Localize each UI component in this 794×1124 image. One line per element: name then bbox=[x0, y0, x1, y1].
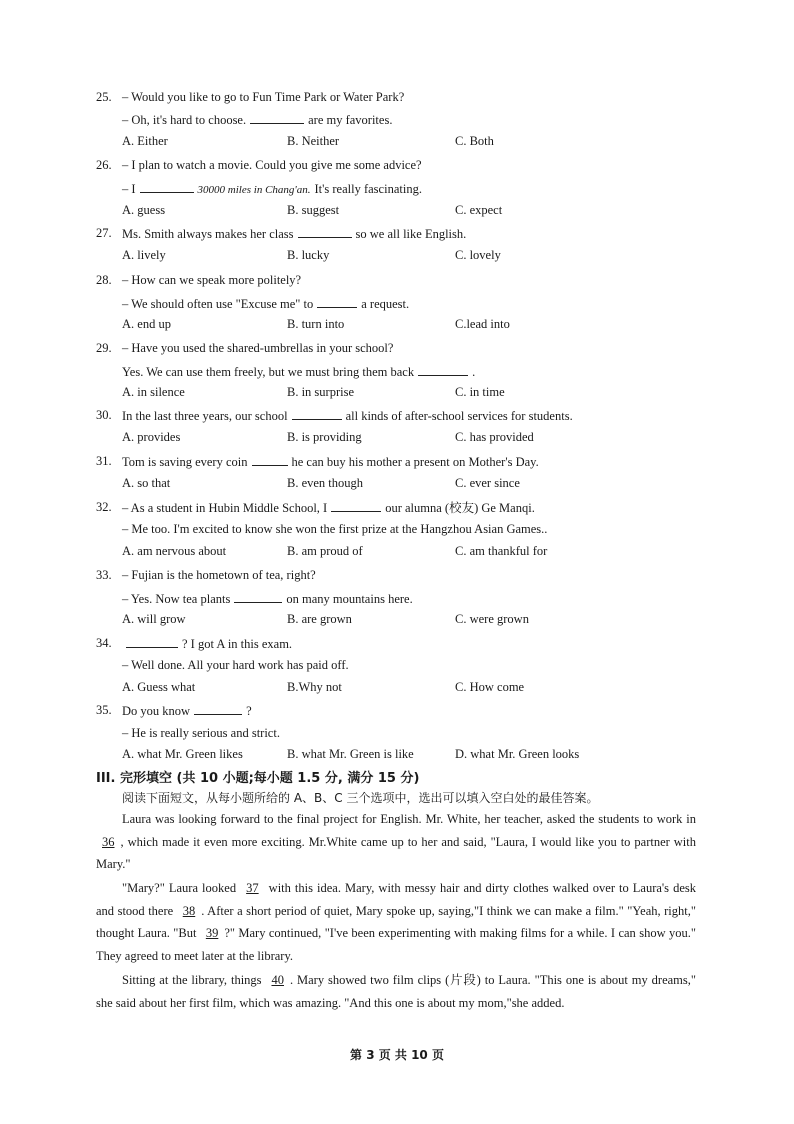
question-stem bbox=[122, 567, 316, 583]
stem-text: Do you know bbox=[122, 704, 191, 718]
reply-text-after: are my favorites. bbox=[308, 113, 393, 127]
answer-option: C. has provided bbox=[455, 430, 534, 444]
question-number: 29. bbox=[96, 341, 112, 355]
answer-blank bbox=[234, 590, 282, 603]
question-reply bbox=[122, 725, 280, 741]
answer-option: B. in surprise bbox=[287, 385, 355, 399]
answer-option: A. will grow bbox=[122, 612, 186, 626]
answer-option: B. are grown bbox=[287, 612, 352, 626]
question-stem bbox=[122, 157, 422, 173]
reply-text: Yes. We can use them freely, but we must bring them back bbox=[122, 365, 415, 379]
question-number: 26. bbox=[96, 158, 112, 172]
question-reply bbox=[122, 363, 475, 380]
reply-italic-text: 30000 miles in Chang'an. bbox=[197, 184, 311, 196]
question-stem bbox=[122, 635, 292, 652]
passage-text: with this idea. Mary, with messy hair and dirty clothes walked over to Laura's desk and stood there bbox=[96, 881, 696, 918]
stem-text-after: our alumna (校友) Ge Manqi. bbox=[385, 501, 535, 515]
answer-option: A. in silence bbox=[122, 385, 185, 399]
passage-paragraph bbox=[96, 808, 696, 876]
passage-text: Laura was looking forward to the final project for English. Mr. White, her teacher, asked the students to work in bbox=[122, 812, 696, 826]
answer-blank bbox=[331, 499, 381, 512]
question-stem bbox=[122, 340, 393, 356]
question-stem bbox=[122, 499, 535, 516]
passage-text: , which made it even more exciting. Mr.White came up to her and said, "Laura, I would like you to partner with Mary." bbox=[96, 834, 696, 872]
stem-text: – How can we speak more politely? bbox=[122, 273, 302, 287]
passage-text: Sitting at the library, things bbox=[122, 973, 266, 987]
answer-blank bbox=[140, 180, 194, 193]
question-number: 34. bbox=[96, 636, 112, 650]
passage-text: "Mary?" Laura looked bbox=[122, 881, 241, 895]
question-reply bbox=[122, 111, 392, 128]
answer-option: C. were grown bbox=[455, 612, 529, 626]
stem-text-after: all kinds of after-school services for students. bbox=[345, 409, 573, 423]
answer-option: A. Guess what bbox=[122, 680, 196, 694]
stem-text-after: he can buy his mother a present on Mother's Day. bbox=[291, 455, 539, 469]
answer-option: B. suggest bbox=[287, 203, 340, 217]
page-footer: 第 3 页 共 10 页 bbox=[350, 1048, 444, 1062]
answer-option: C. Both bbox=[455, 134, 494, 148]
question-number: 35. bbox=[96, 703, 112, 717]
question-reply bbox=[122, 295, 409, 312]
question-reply bbox=[122, 521, 547, 537]
reply-text: – We should often use "Excuse me" to bbox=[122, 297, 314, 311]
section-title: III. 完形填空 (共 10 小题;每小题 1.5 分, 满分 15 分) bbox=[96, 771, 420, 786]
cloze-blank: 40 bbox=[271, 973, 284, 987]
answer-option: A. provides bbox=[122, 430, 181, 444]
cloze-blank: 38 bbox=[182, 903, 196, 918]
reply-text: – I bbox=[122, 182, 136, 196]
answer-option: A. am nervous about bbox=[122, 544, 227, 558]
stem-text: – Have you used the shared-umbrellas in your school? bbox=[122, 341, 394, 355]
passage-text: . Mary showed two film clips (片段) to Laura. "This one is about my dreams," she said about her first film, which was amazing. "And this one is about my mom,"she added. bbox=[96, 973, 697, 1010]
question-number: 25. bbox=[96, 90, 112, 104]
stem-text: – As a student in Hubin Middle School, I bbox=[122, 501, 328, 515]
question-reply bbox=[122, 180, 422, 198]
cloze-blank: 36 bbox=[102, 834, 115, 849]
answer-option: C. How come bbox=[455, 680, 525, 694]
answer-blank bbox=[250, 111, 304, 124]
answer-option: B. Neither bbox=[287, 134, 340, 148]
question-number: 27. bbox=[96, 226, 112, 240]
stem-text: – Would you like to go to Fun Time Park or Water Park? bbox=[122, 90, 405, 104]
answer-blank bbox=[292, 407, 342, 420]
answer-blank bbox=[298, 225, 352, 238]
answer-option: C.lead into bbox=[455, 317, 510, 331]
reply-text: – Well done. All your hard work has paid off. bbox=[122, 658, 349, 672]
answer-option: B. is providing bbox=[287, 430, 362, 444]
stem-text: – I plan to watch a movie. Could you give me some advice? bbox=[122, 158, 422, 172]
question-stem bbox=[122, 272, 301, 288]
question-number: 32. bbox=[96, 500, 112, 514]
stem-text-after: ? I got A in this exam. bbox=[182, 637, 293, 651]
answer-option: B. lucky bbox=[287, 248, 330, 262]
reply-text-after: a request. bbox=[361, 297, 410, 311]
cloze-blank: 37 bbox=[246, 881, 259, 895]
question-stem bbox=[122, 89, 404, 105]
answer-option: A. what Mr. Green likes bbox=[122, 747, 243, 761]
passage-paragraph bbox=[96, 969, 696, 1014]
stem-text: – Fujian is the hometown of tea, right? bbox=[122, 568, 316, 582]
reply-text-after: on many mountains here. bbox=[286, 592, 413, 606]
reply-text: – Oh, it's hard to choose. bbox=[122, 113, 247, 127]
reply-text-after: . bbox=[472, 365, 476, 379]
answer-option: A. guess bbox=[122, 203, 166, 217]
answer-blank bbox=[126, 635, 178, 648]
question-number: 30. bbox=[96, 408, 112, 422]
answer-blank bbox=[194, 702, 242, 715]
answer-blank bbox=[317, 295, 357, 308]
answer-option: B.Why not bbox=[287, 680, 342, 694]
passage-paragraph bbox=[96, 877, 696, 968]
reply-text: – He is really serious and strict. bbox=[122, 726, 280, 740]
answer-blank bbox=[418, 363, 468, 376]
stem-text-after: ? bbox=[246, 704, 252, 718]
stem-text-after: so we all like English. bbox=[355, 227, 467, 241]
answer-option: A. end up bbox=[122, 317, 171, 331]
cloze-blank: 39 bbox=[205, 926, 219, 941]
reply-text: – Me too. I'm excited to know she won the first prize at the Hangzhou Asian Games.. bbox=[122, 522, 548, 536]
answer-option: A. lively bbox=[122, 248, 166, 262]
question-number: 31. bbox=[96, 454, 112, 468]
answer-option: C. am thankful for bbox=[455, 544, 548, 558]
question-stem bbox=[122, 407, 573, 424]
answer-blank bbox=[252, 453, 288, 466]
answer-option: A. Either bbox=[122, 134, 168, 148]
question-number: 28. bbox=[96, 273, 112, 287]
answer-option: B. am proud of bbox=[287, 544, 363, 558]
answer-option: B. turn into bbox=[287, 317, 345, 331]
answer-option: C. lovely bbox=[455, 248, 501, 262]
question-stem bbox=[122, 702, 252, 719]
answer-option: C. expect bbox=[455, 203, 503, 217]
answer-option: B. what Mr. Green is like bbox=[287, 747, 414, 761]
question-number: 33. bbox=[96, 568, 112, 582]
question-stem bbox=[122, 453, 539, 470]
answer-option: A. so that bbox=[122, 476, 171, 490]
stem-text: Ms. Smith always makes her class bbox=[122, 227, 294, 241]
reply-text-after: It's really fascinating. bbox=[314, 182, 422, 196]
question-stem bbox=[122, 225, 466, 242]
stem-text: In the last three years, our school bbox=[122, 409, 288, 423]
passage-text: . After a short period of quiet, Mary spoke up, saying,"I think we can make a film." "Yeah, right," thought Laura. "But bbox=[96, 903, 696, 941]
passage-text: ?" Mary continued, "I've been experimenting with making films for a while. I can show you." They agreed to meet later at the library. bbox=[96, 926, 696, 964]
stem-text: Tom is saving every coin bbox=[122, 455, 248, 469]
answer-option: C. in time bbox=[455, 385, 505, 399]
question-reply bbox=[122, 590, 413, 607]
section-instruction: 阅读下面短文，从每小题所给的 A、B、C 三个选项中，选出可以填入空白处的最佳答案。 bbox=[122, 791, 599, 805]
reply-text: – Yes. Now tea plants bbox=[122, 592, 231, 606]
question-reply bbox=[122, 657, 349, 673]
answer-option: D. what Mr. Green looks bbox=[455, 747, 580, 761]
answer-option: B. even though bbox=[287, 476, 364, 490]
answer-option: C. ever since bbox=[455, 476, 520, 490]
